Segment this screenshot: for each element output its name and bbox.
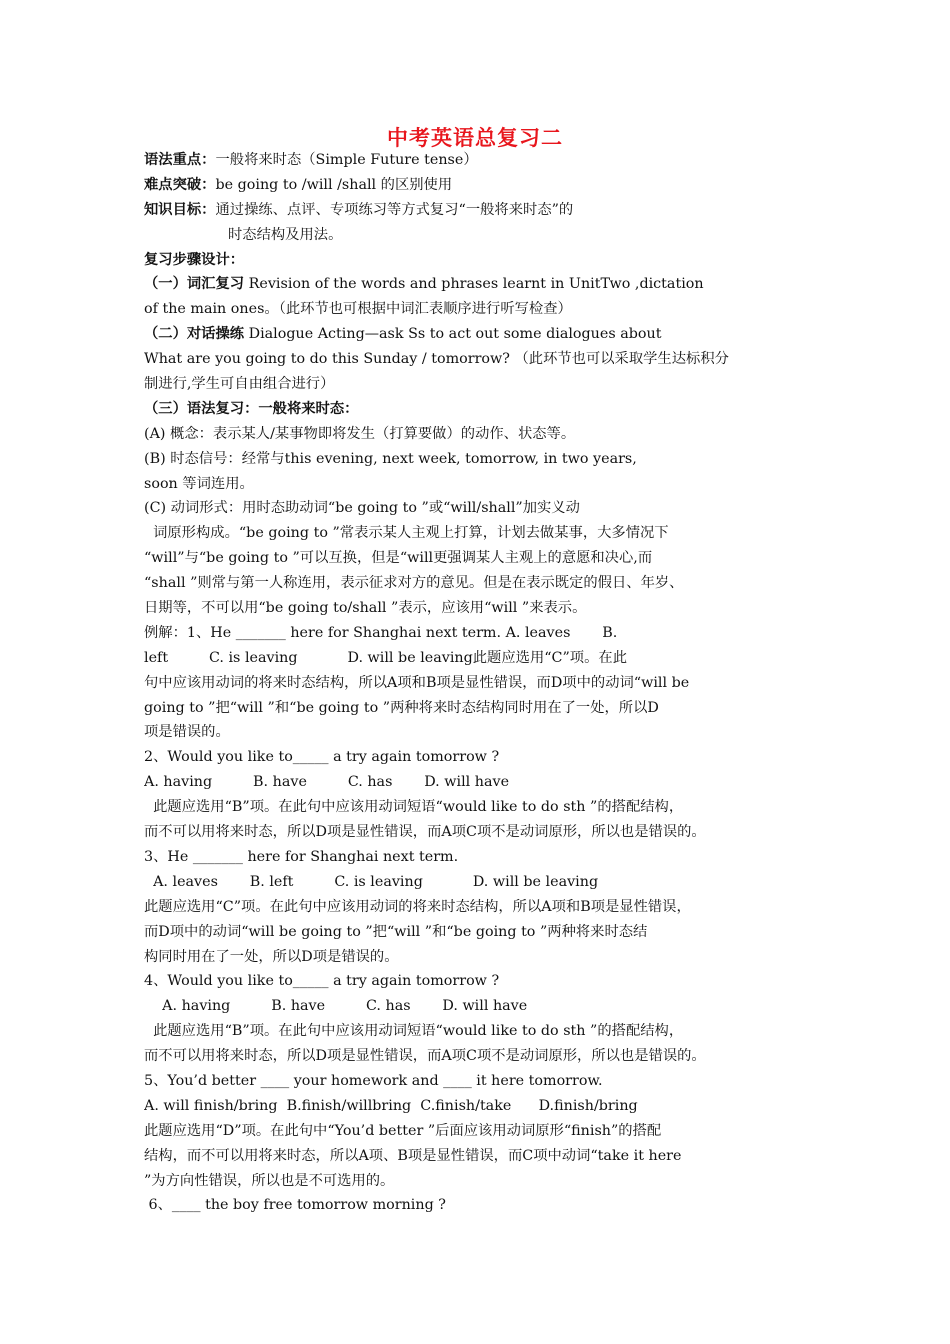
body-line: “shall ”则常与第一人称连用，表示征求对方的意见。但是在表示既定的假日、年岁、 [144,575,684,592]
body-line: 句中应该用动词的将来时态结构，所以A项和B项是显性错误，而D项中的动词“will be [144,674,690,691]
body-line: (A) 概念：表示某人/某事物即将发生（打算要做）的动作、状态等。 [144,425,576,442]
body-line: (B) 时态信号：经常与this evening, next week, tomorrow, in two years, [144,450,637,467]
body-line: 2、Would you like to_____ a try again tomorrow ? [144,749,500,766]
body-line: 此题应选用“B”项。在此句中应该用动词短语“would like to do sth ”的搭配结构， [144,799,684,816]
body-line: 此题应选用“D”项。在此句中“You’d better ”后面应该用动词原形“finish”的搭配 [144,1122,662,1139]
step3-heading: （三）语法复习：一般将来时态： [144,400,359,417]
body-line: 而D项中的动词“will be going to ”把“will ”和“be going to ”两种将来时态结 [144,923,648,940]
step1-text: Revision of the words and phrases learnt in UnitTwo ,dictation [244,276,704,293]
body-line: A. will finish/bring B.finish/willbring C.finish/take D.finish/bring [144,1097,638,1114]
body-line: 而不可以用将来时态，所以D项是显性错误，而A项C项不是动词原形，所以也是错误的。 [144,1048,706,1065]
body-line: “will”与“be going to ”可以互换，但是“will更强调某人主观上的意愿和决心,而 [144,550,653,567]
step2-line-continued-2: 制进行,学生可自由组合进行） [144,376,335,393]
body-line: going to ”把“will ”和“be going to ”两种将来时态结构同时用在了一处，所以D [144,699,659,716]
body-line: ”为方向性错误，所以也是不可选用的。 [144,1172,395,1189]
difficulty-label: 难点突破： [144,176,216,193]
step2-label: （二）对话操练 [144,326,245,343]
goal-text: 通过操练、点评、专项练习等方式复习“一般将来时态”的 [215,201,574,218]
steps-heading: 复习步骤设计： [144,251,245,268]
difficulty-text: be going to /will /shall 的区别使用 [215,176,453,193]
document-body [144,148,816,1218]
goal-label: 知识目标： [144,201,216,218]
step1-line [144,272,816,297]
body-line: 4、Would you like to_____ a try again tomorrow ? [144,973,500,990]
step2-line [144,322,816,347]
body-line: 项是错误的。 [144,724,230,741]
body-line: 结构，而不可以用将来时态，所以A项、B项是显性错误，而C项中动词“take it here [144,1147,682,1164]
body-line: soon 等词连用。 [144,475,254,492]
goal-line-continued: 时态结构及用法。 [228,226,343,243]
body-line: 3、He _______ here for Shanghai next term. [144,848,459,865]
body-line: A. having B. have C. has D. will have [144,774,510,791]
body-line: 此题应选用“C”项。在此句中应该用动词的将来时态结构，所以A项和B项是显性错误， [144,898,691,915]
body-line: 词原形构成。“be going to ”常表示某人主观上打算，计划去做某事，大多情况下 [144,525,669,542]
body-line: (C) 动词形式：用时态助动词“be going to ”或“will/shall”加实义动 [144,500,580,517]
body-line: left C. is leaving D. will be leaving此题应选用“C”项。在此 [144,649,627,666]
body-line: 日期等，不可以用“be going to/shall ”表示，应该用“will ”来表示。 [144,600,587,617]
grammar-focus-line [144,148,816,173]
body-line: 构同时用在了一处，所以D项是错误的。 [144,948,399,965]
body-line: 例解：1、He _______ here for Shanghai next term. A. leaves B. [144,624,618,641]
body-line: A. leaves B. left C. is leaving D. will be leaving [144,873,599,890]
step1-line-continued: of the main ones。（此环节也可根据中词汇表顺序进行听写检查） [144,301,572,318]
step2-text: Dialogue Acting—ask Ss to act out some dialogues about [244,326,662,343]
step1-label: （一）词汇复习 [144,276,245,293]
goal-line [144,198,816,223]
page-title: 中考英语总复习二 [387,126,563,150]
body-line: 而不可以用将来时态，所以D项是显性错误，而A项C项不是动词原形，所以也是错误的。 [144,824,706,841]
body-line: 此题应选用“B”项。在此句中应该用动词短语“would like to do sth ”的搭配结构， [144,1023,684,1040]
difficulty-line [144,173,816,198]
step2-line-continued: What are you going to do this Sunday / tomorrow? （此环节也可以采取学生达标积分 [144,351,729,368]
body-line: 5、You’d better ____ your homework and ____ it here tomorrow. [144,1072,603,1089]
body-line: 6、____ the boy free tomorrow morning ? [144,1197,446,1214]
grammar-focus-label: 语法重点： [144,152,216,168]
body-line: A. having B. have C. has D. will have [144,998,528,1015]
grammar-focus-text: 一般将来时态（Simple Future tense） [215,152,478,168]
